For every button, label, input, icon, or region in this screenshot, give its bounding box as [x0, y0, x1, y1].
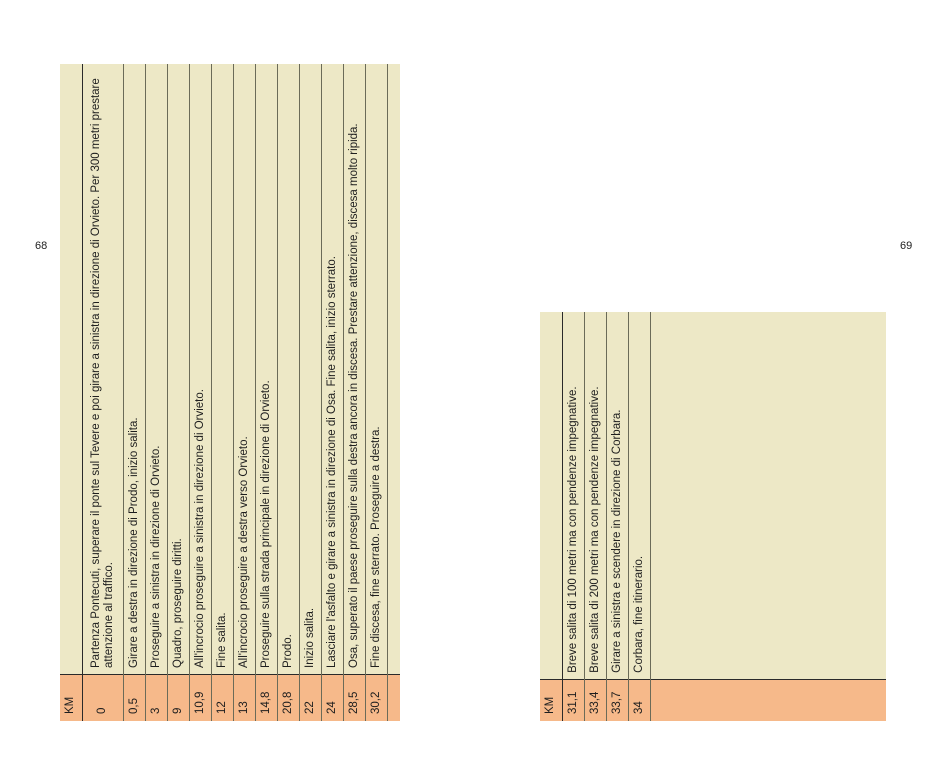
km-cell: 0,5: [123, 675, 145, 722]
km-cell: 33,7: [606, 679, 628, 721]
page-number-right: 69: [900, 240, 913, 252]
km-cell: 34: [628, 679, 650, 721]
table-row: [562, 312, 584, 721]
km-cell: 12: [211, 675, 233, 722]
description-cell: Fine salita.: [211, 64, 233, 675]
km-cell: 31,1: [562, 679, 584, 721]
description-cell: Corbara, fine itinerario.: [628, 312, 650, 679]
route-table-right: [540, 312, 886, 721]
description-cell: All'incrocio proseguire a sinistra in direzione di Orvieto.: [189, 64, 211, 675]
table-row: [82, 64, 123, 721]
table-row-empty: [387, 64, 400, 721]
km-cell: 10,9: [189, 675, 211, 722]
page-number-left: 68: [35, 240, 48, 252]
table-row: [211, 64, 233, 721]
table-header-row: [60, 64, 82, 721]
description-cell: Breve salita di 100 metri ma con pendenze impegnative.: [562, 312, 584, 679]
table-row: [628, 312, 650, 721]
table-row: [365, 64, 387, 721]
description-cell: Inizio salita.: [299, 64, 321, 675]
description-cell: Osa, superato il paese proseguire sulla destra ancora in discesa. Prestare attenzione, discesa molto ripida.: [343, 64, 365, 675]
km-cell: 30,2: [365, 675, 387, 722]
km-cell: 13: [233, 675, 255, 722]
km-cell: 24: [321, 675, 343, 722]
description-cell: Prodo.: [277, 64, 299, 675]
km-cell: 9: [167, 675, 189, 722]
table-header-row: [540, 312, 562, 721]
km-cell: 3: [145, 675, 167, 722]
description-cell: Breve salita di 200 metri ma con pendenze impegnative.: [584, 312, 606, 679]
description-cell: Lasciare l'asfalto e girare a sinistra in direzione di Osa. Fine salita, inizio sterrato.: [321, 64, 343, 675]
table-header-blank: [540, 312, 562, 679]
description-cell-empty: [387, 64, 400, 675]
table-row: [299, 64, 321, 721]
km-cell: 33,4: [584, 679, 606, 721]
km-cell: 28,5: [343, 675, 365, 722]
km-cell: 0: [82, 675, 123, 722]
table-header-blank: [60, 64, 82, 675]
description-cell: Quadro, proseguire diritti.: [167, 64, 189, 675]
table-row: [255, 64, 277, 721]
table-row: [189, 64, 211, 721]
table-row-empty: [650, 312, 886, 721]
table-row: [584, 312, 606, 721]
description-cell: Fine discesa, fine sterrato. Proseguire a destra.: [365, 64, 387, 675]
km-cell: 14,8: [255, 675, 277, 722]
table-row: [321, 64, 343, 721]
description-cell: Girare a sinistra e scendere in direzione di Corbara.: [606, 312, 628, 679]
description-cell: Proseguire sulla strada principale in direzione di Orvieto.: [255, 64, 277, 675]
table-row: [167, 64, 189, 721]
km-cell-empty: [387, 675, 400, 722]
km-cell: 22: [299, 675, 321, 722]
table-row: [123, 64, 145, 721]
table-row: [606, 312, 628, 721]
description-cell: Girare a destra in direzione di Prodo, inizio salita.: [123, 64, 145, 675]
table-row: [343, 64, 365, 721]
description-cell-empty: [650, 312, 886, 679]
table-row: [277, 64, 299, 721]
description-cell: Partenza Pontecuti, superare il ponte sul Tevere e poi girare a sinistra in direzione di Orvieto. Per 300 metri prestare attenzione al traffico.: [82, 64, 123, 675]
km-header: KM: [540, 679, 562, 721]
km-cell-empty: [650, 679, 886, 721]
description-cell: All'incrocio proseguire a destra verso Orvieto.: [233, 64, 255, 675]
table-row: [145, 64, 167, 721]
route-table-left: [60, 64, 400, 721]
km-header: KM: [60, 675, 82, 722]
table-row: [233, 64, 255, 721]
description-cell: Proseguire a sinistra in direzione di Orvieto.: [145, 64, 167, 675]
km-cell: 20,8: [277, 675, 299, 722]
